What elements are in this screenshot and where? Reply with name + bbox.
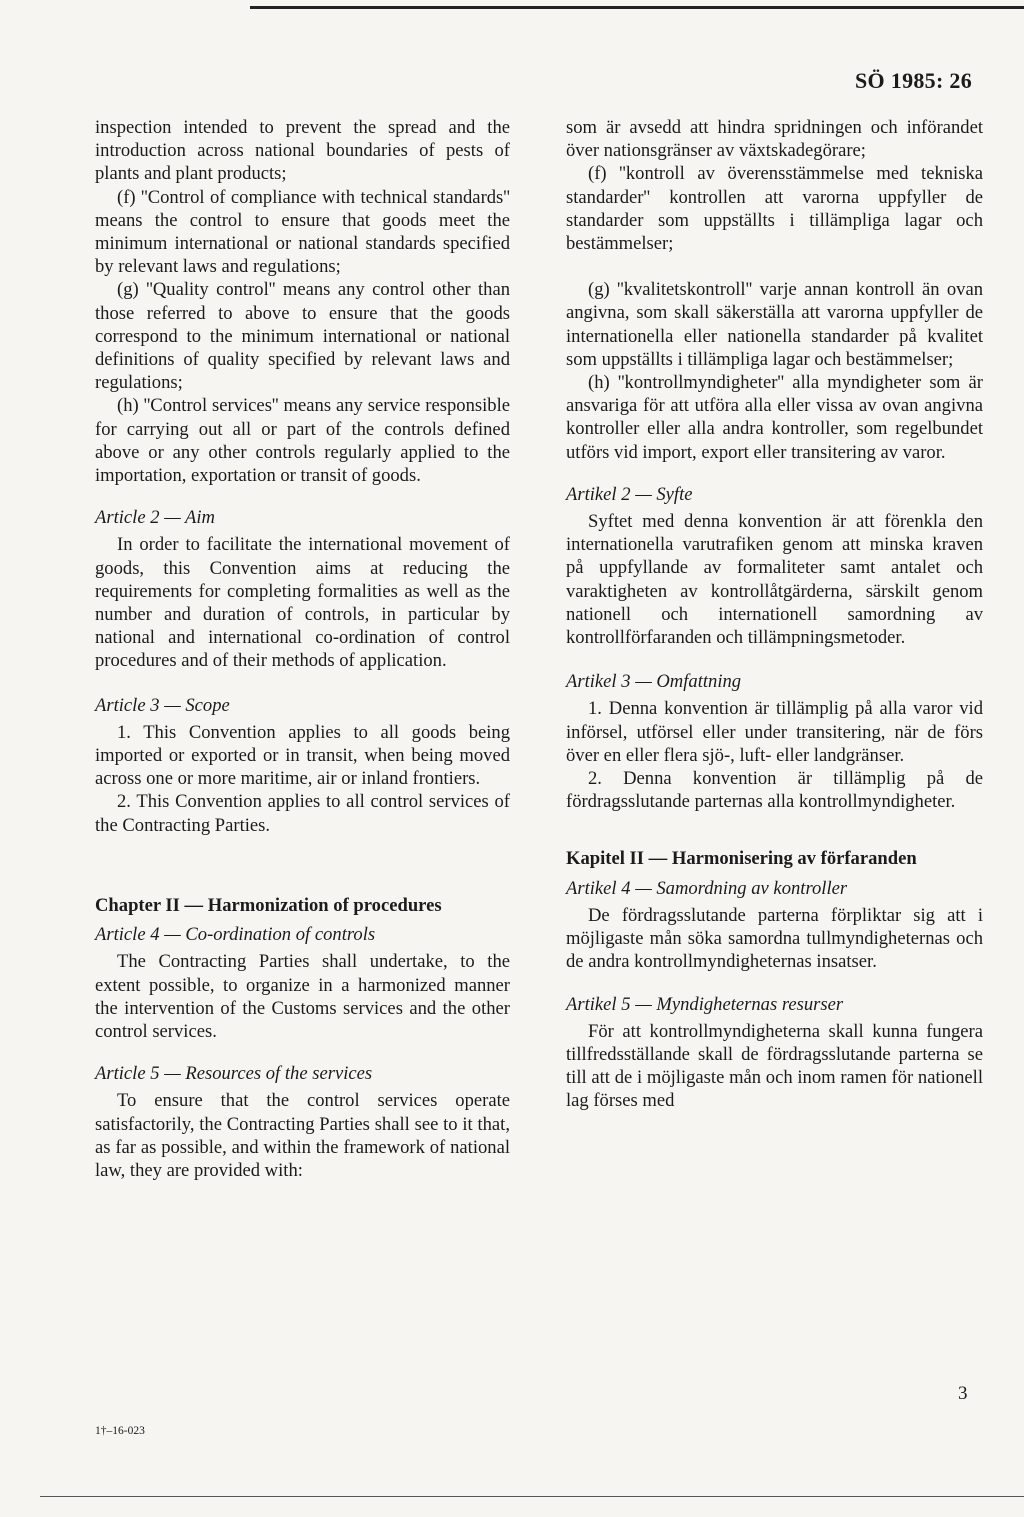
top-rule xyxy=(250,6,1024,9)
sv-article2-text: Syftet med denna konvention är att förenkla den internationella varutrafiken genom att minska kraven på uppfyllande av formaliteter samt antalet och varaktigheten av kontrollåtgärderna, särskilt genom nationell och internationell samordning av kontrollförfaranden och tillämpningsmetoder. xyxy=(566,511,983,649)
bottom-rule xyxy=(40,1496,1024,1497)
en-article5-heading: Article 5 — Resources of the services xyxy=(95,1063,373,1085)
swedish-column xyxy=(566,116,983,1113)
sv-definition-g: (g) ''kvalitetskontroll'' varje annan kontroll än ovan angivna, som skall säkerställa att varorna uppfyller de internationella eller nationella standarder på kvalitet som uppställts i tillämpliga lagar och bestämmelser; xyxy=(566,279,983,370)
sv-article5-heading: Artikel 5 — Myndigheternas resurser xyxy=(566,993,844,1015)
en-chapter-heading: Chapter II — Harmonization of procedures xyxy=(95,894,442,916)
sv-definition-f: (f) ''kontroll av överensstämmelse med tekniska standarder'' kontrollen att varorna uppfyller de standarder som uppställts i tillämpliga lagar och bestämmelser; xyxy=(566,163,983,255)
printer-code: 1†–16-023 xyxy=(95,1425,145,1437)
en-article2-heading: Article 2 — Aim xyxy=(95,507,215,529)
sv-article3-para2: 2. Denna konvention är tillämplig på de fördragsslutande parternas alla kontrollmyndigheter. xyxy=(566,768,983,813)
sv-definition-h: (h) ''kontrollmyndigheter'' alla myndigheter som är ansvariga för att utföra alla eller vissa av ovan angivna kontroller eller alla andra kontroller, som regelbundet utförs vid import, export eller transitering av varor. xyxy=(566,372,983,463)
english-column xyxy=(95,116,510,1182)
en-article4-text: The Contracting Parties shall undertake, to the extent possible, to organize in a harmonized manner the intervention of the Customs services and the other control services. xyxy=(95,951,510,1042)
sv-chapter-heading: Kapitel II — Harmonisering av förfaranden xyxy=(566,848,917,870)
en-article3-para1: 1. This Convention applies to all goods being imported or exported or in transit, when being moved across one or more maritime, air or inland frontiers. xyxy=(95,721,510,790)
en-article2-text: In order to facilitate the international movement of goods, this Convention aims at reducing the requirements for completing formalities as well as the number and duration of controls, in particular by national and international co-ordination of control procedures and of their methods of application. xyxy=(95,534,510,672)
en-article3-para2: 2. This Convention applies to all control services of the Contracting Parties. xyxy=(95,791,510,836)
sv-article5-text: För att kontrollmyndigheterna skall kunna fungera tillfredsställande skall de fördragsslutande parterna se till att de i möjligaste mån och inom ramen för nationell lag förses med xyxy=(566,1020,983,1112)
en-article3-heading: Article 3 — Scope xyxy=(95,694,230,716)
sv-article4-heading: Artikel 4 — Samordning av kontroller xyxy=(566,877,848,899)
en-definition-g: (g) ''Quality control'' means any control other than those referred to above to ensure that the goods correspond to the minimum international or national definitions of quality specified by relevant laws and regulations; xyxy=(95,279,510,394)
en-definition-h: (h) ''Control services'' means any service responsible for carrying out all or part of the controls defined above or any other controls regularly applied to the importation, exportation or transit of goods. xyxy=(95,395,510,487)
sv-article3-heading: Artikel 3 — Omfattning xyxy=(566,671,742,693)
en-intro-paragraph: inspection intended to prevent the spread and the introduction across national boundaries of pests of plants and plant products; xyxy=(95,117,510,185)
en-article5-text: To ensure that the control services operate satisfactorily, the Contracting Parties shall see to it that, as far as possible, and within the framework of national law, they are provided with: xyxy=(95,1090,510,1181)
page-number: 3 xyxy=(958,1383,968,1404)
sv-article4-text: De fördragsslutande parterna förpliktar sig att i möjligaste mån söka samordna tullmyndigheternas och de andra kontrollmyndigheternas insatser. xyxy=(566,904,983,973)
sv-article3-para1: 1. Denna konvention är tillämplig på alla varor vid införsel, utförsel eller under transitering, när de förs över en eller flera sjö-, luft- eller landgränser. xyxy=(566,698,983,766)
en-definition-f: (f) ''Control of compliance with technical standards'' means the control to ensure that goods meet the minimum international or national standards specified by relevant laws and regulations; xyxy=(95,186,510,278)
en-article4-heading: Article 4 — Co-ordination of controls xyxy=(95,924,376,946)
sv-article2-heading: Artikel 2 — Syfte xyxy=(566,483,693,505)
page-reference: SÖ 1985: 26 xyxy=(855,68,972,93)
sv-intro-paragraph: som är avsedd att hindra spridningen och införandet över nationsgränser av växtskadegörare; xyxy=(566,117,983,162)
